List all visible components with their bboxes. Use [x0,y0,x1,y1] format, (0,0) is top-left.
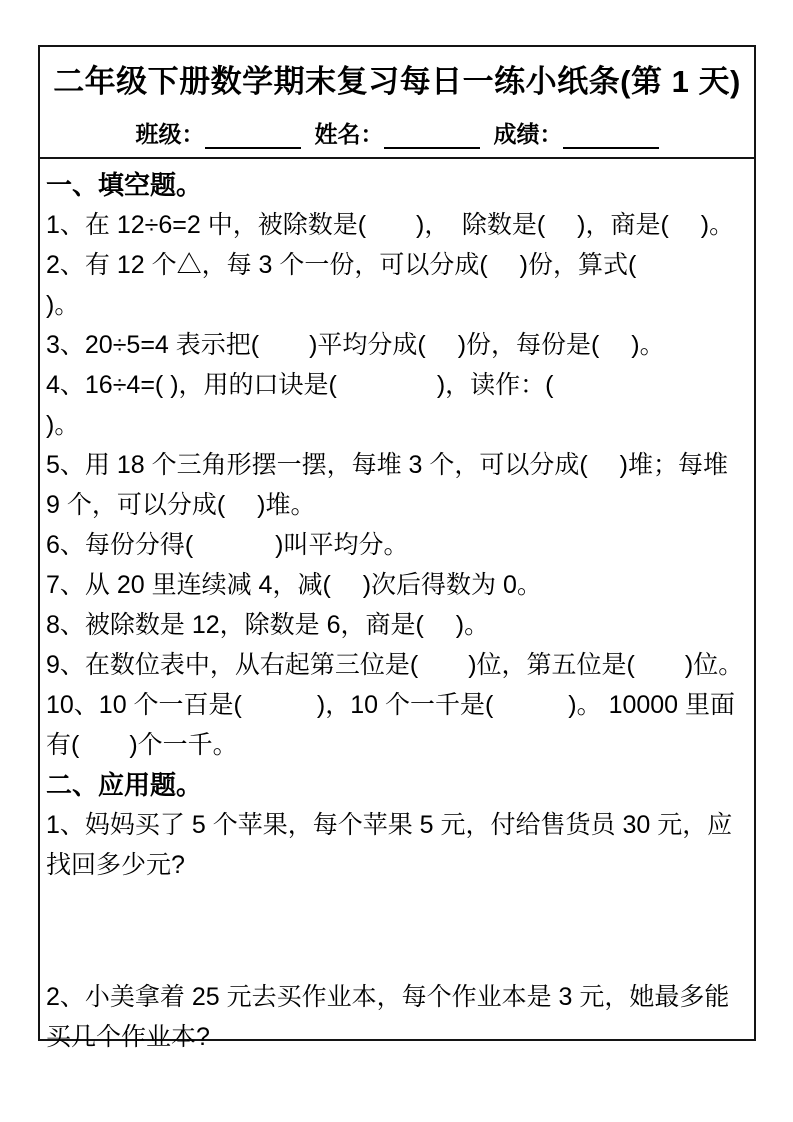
class-blank-line [205,121,301,149]
worksheet-header [40,47,754,159]
work-space [46,885,746,977]
score-field [494,119,659,149]
question: 1、在 12÷6=2 中，被除数是( )， 除数是( )，商是( )。 [46,211,735,239]
section-heading-fill-blank: 一、填空题。 [46,170,203,200]
name-blank-line [384,121,480,149]
question: 1、妈妈买了 5 个苹果，每个苹果 5 元，付给售货员 30 元，应找回多少元? [46,811,733,879]
score-label: 成绩： [493,121,563,147]
question: 2、小美拿着 25 元去买作业本，每个作业本是 3 元，她最多能买几个作业本? [46,983,730,1051]
student-info-row [50,115,744,149]
score-blank-line [563,121,659,149]
worksheet-body [40,159,762,1057]
question: 7、从 20 里连续减 4，减( )次后得数为 0。 [46,571,542,599]
name-field [315,119,480,149]
class-field [136,119,301,149]
question: 6、每份分得( )叫平均分。 [46,531,409,559]
question: 5、用 18 个三角形摆一摆，每堆 3 个，可以分成( )堆；每堆 9 个，可以分成( )堆。 [46,451,735,519]
question: 8、被除数是 12，除数是 6，商是( )。 [46,611,490,639]
worksheet-title: 二年级下册数学期末复习每日一练小纸条(第 1 天) [53,64,741,99]
question: 3、20÷5=4 表示把( )平均分成( )份，每份是( )。 [46,331,665,359]
worksheet-border [38,45,762,1051]
question: 10、10 个一百是( )，10 个一千是( )。 10000 里面有( )个一千。 [46,691,736,759]
section-heading-word-problems: 二、应用题。 [46,770,203,800]
question: 4、16÷4=( )，用的口诀是( )，读作：( )。 [46,371,729,439]
question: 2、有 12 个△，每 3 个一份，可以分成( )份，算式( )。 [46,251,762,319]
class-label: 班级： [135,121,205,147]
question: 9、在数位表中，从右起第三位是( )位，第五位是( )位。 [46,651,744,679]
name-label: 姓名： [314,121,384,147]
